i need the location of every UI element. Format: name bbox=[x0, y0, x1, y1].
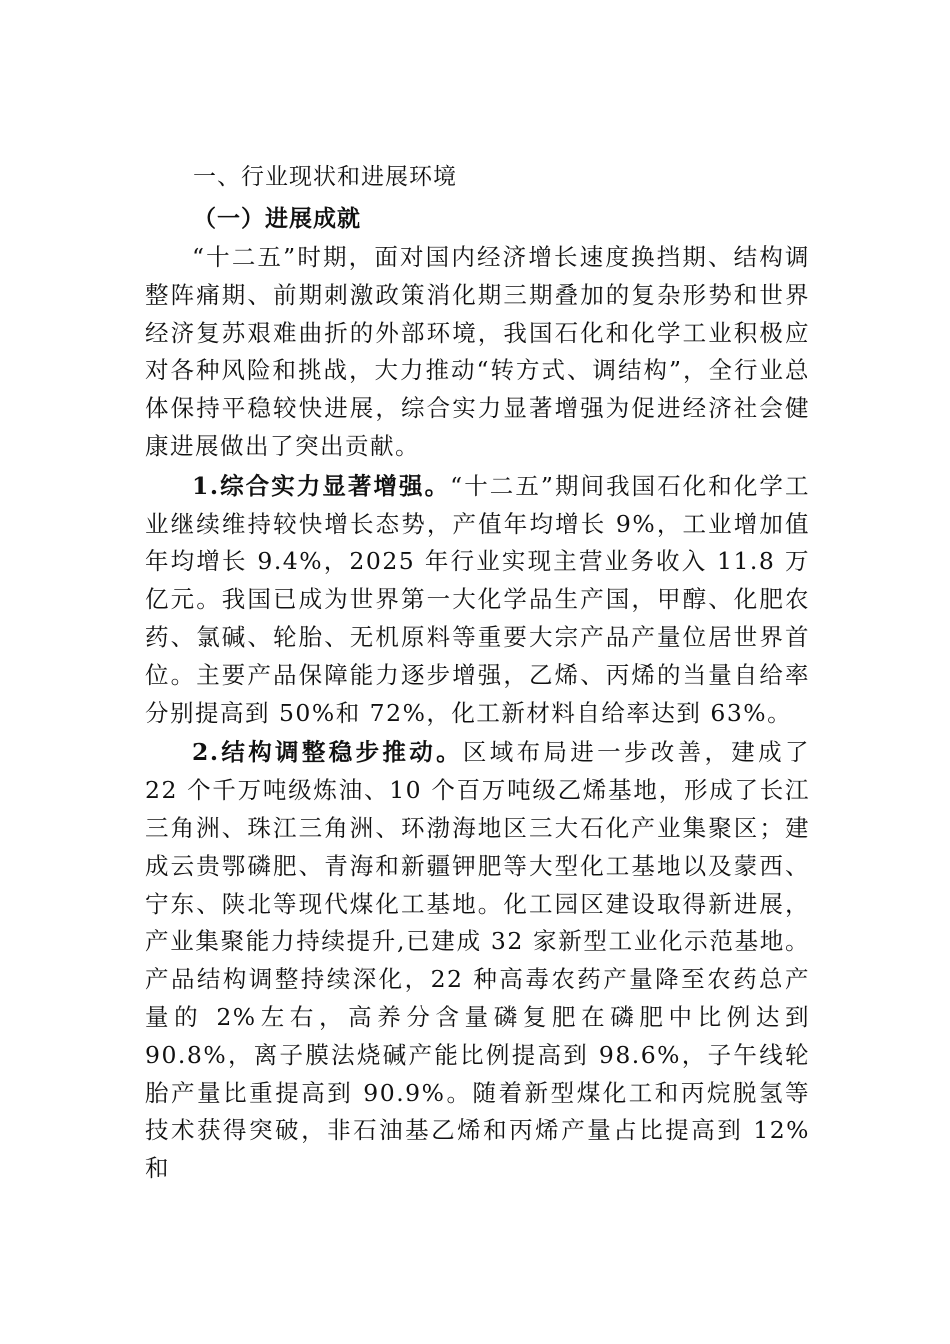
paragraph-lead: 1.综合实力显著增强。 bbox=[192, 471, 451, 500]
paragraph-text: “十二五”时期，面对国内经济增长速度换挡期、结构调整阵痛期、前期刺激政策消化期三期叠加的复杂形势和世界经济复苏艰难曲折的外部环境，我国石化和化学工业积极应对各种风险和挑战，大力推动“转方式、调结构”，全行业总体保持平稳较快进展，综合实力显著增强为促进经济社会健康进展做出了突出贡献。 bbox=[145, 243, 810, 460]
paragraph-text: 区域布局进一步改善，建成了 22 个千万吨级炼油、10 个百万吨级乙烯基地，形成了长江三角洲、珠江三角洲、环渤海地区三大石化产业集聚区；建成云贵鄂磷肥、青海和新疆钾肥等大型化工基地以及蒙西、宁东、陕北等现代煤化工基地。化工园区建设取得新进展，产业集聚能力持续提升,已建成 32 家新型工业化示范基地。产品结构调整持续深化，22 种高毒农药产量降至农药总产量的 2%左右，高养分含量磷复肥在磷肥中比例达到 90.8%，离子膜法烧碱产能比例提高到 98.6%，子午线轮胎产量比重提高到 90.9%。随着新型煤化工和丙烷脱氢等技术获得突破，非石油基乙烯和丙烯产量占比提高到 12%和 bbox=[145, 738, 810, 1183]
paragraph-overview bbox=[145, 239, 810, 466]
paragraph-lead: 2.结构调整稳步推动。 bbox=[192, 738, 463, 767]
paragraph-structural-adjustment bbox=[145, 734, 810, 1188]
paragraph-text: “十二五”期间我国石化和化学工业继续维持较快增长态势，产值年均增长 9%，工业增加值年均增长 9.4%，2025 年行业实现主营业务收入 11.8 万亿元。我国已成为世界第一大化学品生产国，甲醇、化肥农药、氯碱、轮胎、无机原料等重要大宗产品产量位居世界首位。主要产品保障能力逐步增强，乙烯、丙烯的当量自给率分别提高到 50%和 72%，化工新材料自给率达到 63%。 bbox=[145, 471, 810, 727]
document-page bbox=[145, 155, 810, 1188]
section-heading: 一、行业现状和进展环境 bbox=[193, 164, 457, 190]
paragraph-comprehensive-strength bbox=[145, 468, 810, 733]
sub-heading: （一）进展成就 bbox=[193, 206, 361, 232]
